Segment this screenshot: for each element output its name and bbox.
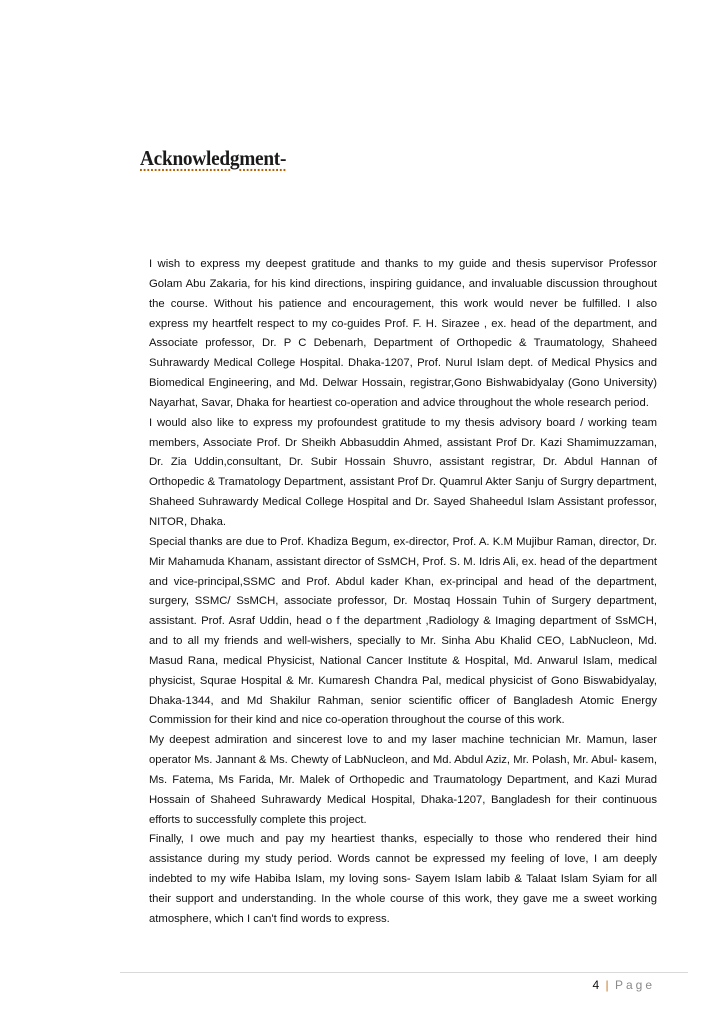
page-title: Acknowledgment- (140, 146, 287, 170)
paragraph-1: I wish to express my deepest gratitude and thanks to my guide and thesis supervisor Professor Golam Abu Zakaria, for his kind directions, inspiring guidance, and invaluable discussion throughout the course. Without his patience and encouragement, this work would never be fulfilled. I also express my heartfelt respect to my co-guides Prof. F. H. Sirazee , ex. head of the department, and Associate professor, Dr. P C Debenarh, Department of Orthopedic & Traumatology, Shaheed Suhrawardy Medical College Hospital. Dhaka-1207, Prof. Nurul Islam dept. of Medical Physics and Biomedical Engineering, and Md. Delwar Hossain, registrar,Gono Bishwabidyalay (Gono University) Nayarhat, Savar, Dhaka for heartiest co-operation and advice throughout the whole research period. (149, 258, 657, 409)
page-footer (592, 978, 655, 992)
footer-divider (120, 972, 688, 973)
page-label: Page (614, 978, 655, 992)
paragraph-5: Finally, I owe much and pay my heartiest thanks, especially to those who rendered their hind assistance during my study period. Words cannot be expressed my feeling of love, I am deeply indebted to my wife Habiba Islam, my loving sons- Sayem Islam labib & Talaat Islam Syiam for all their support and understanding. In the whole course of this work, they gave me a sweet working atmosphere, which I can't find words to express. (149, 833, 657, 925)
page-number: 4 (592, 978, 600, 992)
footer-separator: | (605, 978, 609, 992)
paragraph-3: Special thanks are due to Prof. Khadiza Begum, ex-director, Prof. A. K.M Mujibur Raman, director, Dr. Mir Mahamuda Khanam, assistant director of SsMCH, Prof. S. M. Idris Ali, ex. head of the department and vice-principal,SSMC and Prof. Abdul kader Khan, ex-principal and head of the department, surgery, SSMC/ SsMCH, associate professor, Dr. Mostaq Hossain Tuhin of Surgery department, assistant. Prof. Asraf Uddin, head o f the department ,Radiology & Imaging department of SsMCH, and to all my friends and well-wishers, specially to Mr. Sinha Abu Khalid CEO, LabNucleon, Md. Masud Rana, medical Physicist, National Cancer Institute & Hospital, Md. Anwarul Islam, medical physicist, Squrae Hospital & Mr. Kumaresh Chandra Pal, medical physicist of Gono Biswabidyalay, Dhaka-1344, and Md Shakilur Rahman, senior scientific officer of Bangladesh Atomic Energy Commission for their kind and nice co-operation throughout the course of this work. (149, 535, 657, 727)
acknowledgment-body (149, 255, 657, 930)
paragraph-2: I would also like to express my profoundest gratitude to my thesis advisory board / working team members, Associate Prof. Dr Sheikh Abbasuddin Ahmed, assistant Prof Dr. Kazi Shamimuzzaman, Dr. Zia Uddin,consultant, Dr. Subir Hossain Shuvro, assistant registrar, Dr. Abdul Hannan of Orthopedic & Tramatology Department, assistant Prof Dr. Quamrul Akter Sanju of Surgry department, Shaheed Suhrawardy Medical College Hospital and Dr. Sayed Shaheedul Islam Assistant professor, NITOR, Dhaka. (149, 416, 657, 528)
paragraph-4: My deepest admiration and sincerest love to and my laser machine technician Mr. Mamun, laser operator Ms. Jannant & Ms. Chewty of LabNucleon, and Md. Abdul Aziz, Mr. Polash, Mr. Abul- kasem, Ms. Fatema, Ms Farida, Mr. Malek of Orthopedic and Traumatology Department, and Kazi Murad Hossain of Shaheed Suhrawardy Medical Hospital, Dhaka-1207, Bangladesh for their continuous efforts to successfully complete this project. (149, 734, 657, 826)
